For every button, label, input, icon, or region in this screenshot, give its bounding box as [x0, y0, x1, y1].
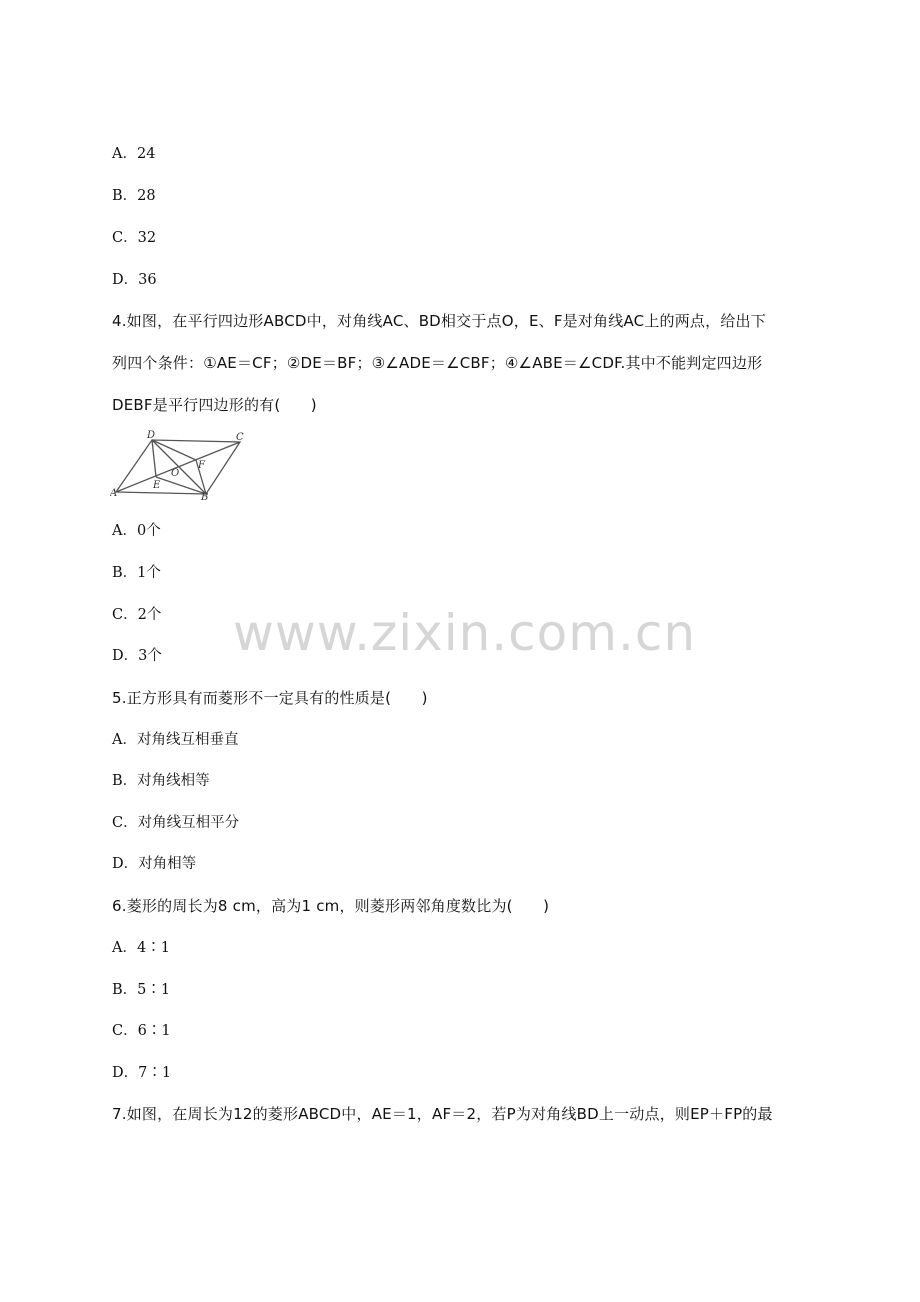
- q5-stem: 5.正方形具有而菱形不一定具有的性质是( ): [112, 689, 428, 707]
- q6-stem: 6.菱形的周长为8 cm，高为1 cm，则菱形两邻角度数比为( ): [112, 897, 550, 915]
- q4-option-a: A．0个: [112, 523, 161, 539]
- q3-option-b: B．28: [112, 188, 156, 204]
- label-f: F: [198, 460, 205, 471]
- q4-option-c: C．2个: [112, 607, 162, 623]
- label-o: O: [171, 468, 180, 479]
- q3-option-d: D．36: [112, 272, 157, 288]
- label-c: C: [236, 432, 244, 443]
- q3-option-c: C．32: [112, 230, 157, 246]
- q6-option-c: C．6∶1: [112, 1023, 171, 1039]
- q4-stem-line2: 列四个条件：①AE＝CF；②DE＝BF；③∠ADE＝∠CBF；④∠ABE＝∠CDF.其中不能判定四边形: [112, 354, 763, 372]
- q4-option-b: B．1个: [112, 565, 161, 581]
- q6-option-a: A．4∶1: [112, 940, 170, 956]
- watermark: www.zixin.com.cn: [233, 604, 697, 662]
- segment-de: [152, 440, 156, 477]
- label-e: E: [153, 480, 161, 491]
- q3-option-a: A．24: [112, 146, 156, 162]
- q5-option-a: A．对角线互相垂直: [112, 732, 239, 748]
- label-b: B: [201, 492, 209, 500]
- segment-fd: [152, 440, 196, 460]
- q5-option-c: C．对角线互相平分: [112, 815, 240, 831]
- q6-option-b: B．5∶1: [112, 982, 171, 998]
- q5-option-d: D．对角相等: [112, 856, 197, 872]
- label-d: D: [147, 430, 156, 441]
- q4-stem-line1: 4.如图，在平行四边形ABCD中，对角线AC、BD相交于点O，E、F是对角线AC上的两点，给出下: [112, 312, 766, 330]
- q4-option-d: D．3个: [112, 648, 162, 664]
- q7-stem: 7.如图，在周长为12的菱形ABCD中，AE＝1，AF＝2，若P为对角线BD上一动点，则EP＋FP的最: [112, 1105, 773, 1123]
- segment-eb: [156, 477, 206, 494]
- q6-option-d: D．7∶1: [112, 1065, 172, 1081]
- label-a: A: [110, 488, 118, 499]
- q5-option-b: B．对角线相等: [112, 773, 210, 789]
- q4-stem-line3: DEBF是平行四边形的有( ): [112, 396, 317, 414]
- parallelogram-figure: [110, 428, 260, 500]
